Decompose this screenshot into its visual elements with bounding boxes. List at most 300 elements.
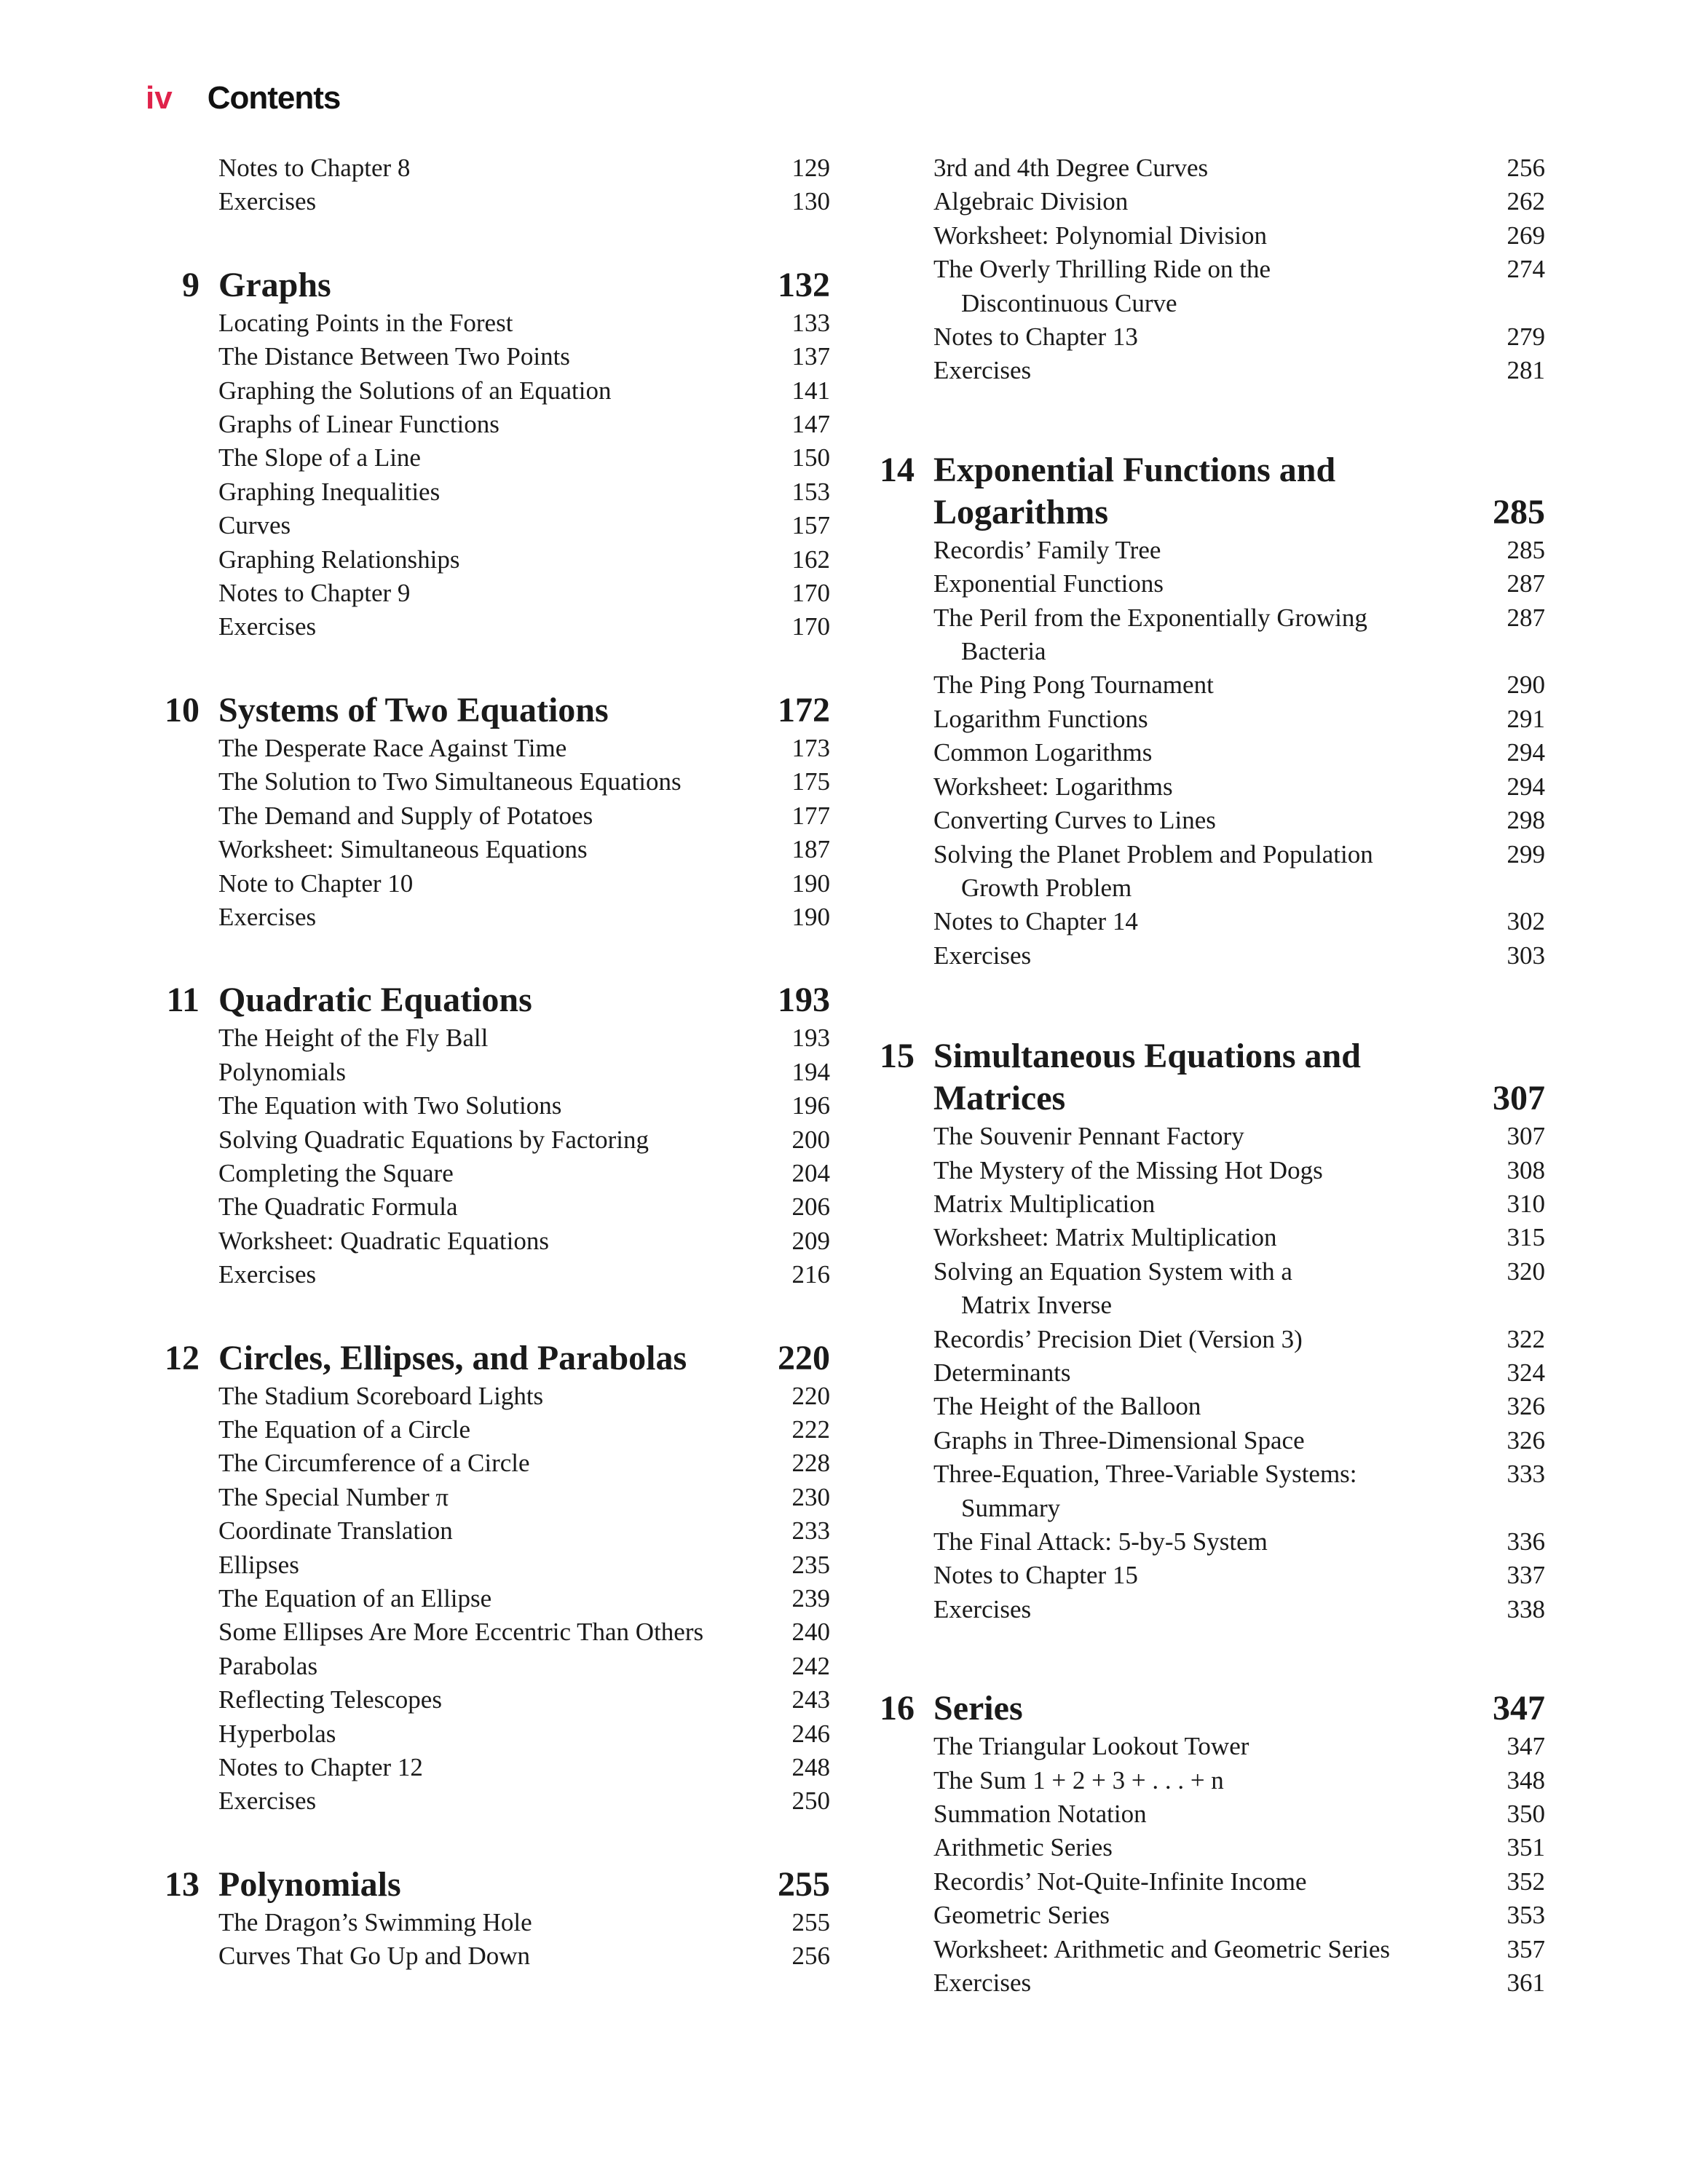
toc-entry[interactable] [861,1154,1545,1187]
toc-entry[interactable] [146,151,830,185]
toc-entry[interactable] [861,770,1545,804]
toc-entry-line: Summation Notation [933,1800,1147,1829]
toc-entry-line: Graphs in Three-Dimensional Space [933,1425,1305,1455]
toc-entry-page: 187 [791,835,830,864]
toc-entry-line: Graphs of Linear Functions [218,410,499,439]
toc-entry-page: 326 [1506,1392,1545,1421]
toc-entry-page: 352 [1506,1867,1545,1896]
toc-entry[interactable] [861,1457,1545,1525]
toc-entry-page: 194 [791,1057,830,1086]
toc-entry-page: 170 [791,579,830,608]
toc-entry-line: Locating Points in the Forest [218,308,513,337]
toc-entry-line: The Sum 1 + 2 + 3 + . . . + n [933,1765,1224,1795]
toc-entry[interactable] [861,534,1545,567]
toc-entry[interactable] [146,374,830,408]
toc-entry-line: Worksheet: Quadratic Equations [218,1226,549,1255]
chapter-heading[interactable] [146,1337,830,1380]
toc-entry-title [218,1683,728,1717]
toc-entry-page: 291 [1506,704,1545,733]
toc-entry[interactable] [861,1356,1545,1390]
toc-entry[interactable] [861,1899,1545,1932]
toc-entry[interactable] [146,1514,830,1548]
toc-entry[interactable] [861,1831,1545,1864]
toc-entry-line: Worksheet: Arithmetic and Geometric Series [933,1934,1390,1963]
chapter-heading[interactable] [146,264,830,306]
toc-entry-title [218,1717,728,1751]
toc-entry-title [218,509,728,542]
toc-entry-title [218,1650,728,1683]
chapter-block [146,689,830,934]
toc-entry[interactable] [146,732,830,765]
toc-entry[interactable] [861,1865,1545,1899]
toc-entry-line: The Height of the Fly Ball [218,1024,489,1053]
toc-entry[interactable] [861,1323,1545,1356]
toc-entry-page: 338 [1506,1594,1545,1623]
page-number: iv [146,80,173,116]
chapter-number: 12 [165,1338,200,1377]
toc-entry[interactable] [146,799,830,833]
toc-entry-page: 193 [791,1024,830,1053]
toc-entry-title [218,340,728,373]
toc-entry-line: Coordinate Translation [218,1516,453,1546]
toc-entry-line: The Overly Thrilling Ride on the [933,255,1271,284]
toc-entry-line: Completing the Square [218,1158,454,1187]
toc-entry-line: Worksheet: Simultaneous Equations [218,835,588,864]
toc-entry[interactable] [861,668,1545,702]
toc-entry-title [218,1190,728,1224]
toc-entry-title [933,1559,1443,1592]
toc-entry-line: Solving the Planet Problem and Population [933,839,1373,869]
toc-entry-title [218,833,728,866]
toc-entry-page: 287 [1506,569,1545,598]
toc-entry[interactable] [861,1730,1545,1763]
toc-entry-line: Ellipses [218,1550,299,1579]
chapter-heading-line [861,449,1545,491]
toc-entry-title [218,732,728,765]
toc-entry-page: 204 [791,1158,830,1187]
toc-entry-line: Bacteria [961,637,1046,666]
toc-entry-line: Recordis’ Not-Quite-Infinite Income [933,1867,1307,1896]
toc-entry-title [933,804,1443,837]
toc-entry-line: The Solution to Two Simultaneous Equations [218,767,682,796]
page-header [146,80,340,124]
toc-entry[interactable] [146,1650,830,1683]
toc-entry[interactable] [861,1966,1545,2000]
toc-entry-title [218,1548,728,1582]
toc-entry-page: 337 [1506,1561,1545,1590]
toc-entry-line: 3rd and 4th Degree Curves [933,154,1209,182]
toc-entry-line: The Special Number π [218,1482,449,1511]
toc-entry-title [933,601,1443,669]
toc-entry[interactable] [146,765,830,799]
toc-entry-page: 173 [791,733,830,762]
page-title: Contents [207,80,341,116]
toc-entry-title [933,1730,1443,1763]
toc-entry-title [218,1021,728,1055]
toc-entry[interactable] [146,543,830,577]
toc-entry-title [933,567,1443,601]
chapter-number: 11 [166,981,200,1020]
chapter-title: Graphs [218,265,331,304]
toc-entry-title [218,1123,728,1157]
toc-entry[interactable] [861,1593,1545,1626]
toc-entry-page: 315 [1506,1223,1545,1252]
toc-entry[interactable] [146,1413,830,1447]
toc-entry-line: Exercises [933,1594,1032,1623]
toc-entry[interactable] [146,1123,830,1157]
chapter-heading-line [861,1077,1545,1120]
toc-entry-page: 294 [1506,738,1545,767]
toc-entry-title [933,838,1443,906]
toc-entry[interactable] [861,736,1545,769]
toc-entry-title [933,1154,1443,1187]
toc-entry-title [933,1457,1443,1525]
toc-entry-page: 233 [791,1516,830,1546]
toc-entry-title [933,1966,1443,2000]
toc-entry-page: 361 [1506,1969,1545,1998]
toc-entry-page: 357 [1506,1934,1545,1963]
chapter-title: Series [933,1689,1023,1728]
toc-entry[interactable] [146,306,830,340]
toc-entry-page: 298 [1506,806,1545,835]
toc-entry-page: 175 [791,767,830,796]
toc-entry-line: The Final Attack: 5-by-5 System [933,1527,1268,1556]
chapter-block [861,449,1545,973]
toc-entry-title [218,1056,728,1089]
toc-entry[interactable] [146,408,830,441]
toc-entry-line: Recordis’ Precision Diet (Version 3) [933,1324,1303,1353]
toc-entry-page: 350 [1506,1800,1545,1829]
toc-entry-title [933,1525,1443,1559]
toc-entry[interactable] [861,1933,1545,1966]
chapter-block [146,264,830,644]
toc-entry[interactable] [861,1559,1545,1592]
toc-entry-line: The Height of the Balloon [933,1392,1201,1421]
toc-entry-title [933,1865,1443,1899]
toc-entry-page: 326 [1506,1425,1545,1455]
toc-entry-page: 347 [1506,1732,1545,1761]
toc-entry-page: 351 [1506,1833,1545,1862]
chapter-number: 15 [880,1037,915,1076]
toc-entry-page: 228 [791,1449,830,1478]
toc-right-column [861,151,1545,2000]
toc-entry-line: Exercises [933,356,1032,385]
toc-entry-line: Exercises [933,941,1032,970]
chapter-number: 16 [880,1689,915,1728]
toc-entry[interactable] [146,1157,830,1190]
toc-entry[interactable] [146,1481,830,1514]
chapter-heading[interactable] [861,449,1545,534]
toc-entry[interactable] [146,1683,830,1717]
chapter-block [861,1688,1545,2000]
toc-entry-title [933,219,1443,253]
toc-entry-title [218,1582,728,1615]
toc-entry-page: 294 [1506,772,1545,801]
chapter-title: Simultaneous Equations and [933,1037,1361,1076]
toc-entry-line: The Equation of an Ellipse [218,1584,492,1613]
chapter-title: Matrices [933,1079,1066,1118]
toc-entry-title [933,1764,1443,1797]
toc-entry[interactable] [861,185,1545,218]
toc-entry-line: The Equation of a Circle [218,1415,470,1444]
toc-entry-title [218,1089,728,1123]
toc-entry[interactable] [146,1190,830,1224]
toc-entry-title [933,1187,1443,1221]
toc-entry[interactable] [146,1089,830,1123]
toc-entry-title [933,939,1443,973]
chapter-heading[interactable] [861,1035,1545,1120]
toc-entry-page: 255 [791,1907,830,1936]
toc-entry-line: Reflecting Telescopes [218,1685,442,1714]
toc-entry-page: 250 [791,1787,830,1816]
toc-entry-page: 206 [791,1192,830,1222]
toc-entry-line: The Stadium Scoreboard Lights [218,1381,544,1410]
chapter-number: 9 [182,265,200,304]
chapter-block [861,1035,1545,1626]
toc-entry-title [218,1413,728,1447]
toc-entry-line: Notes to Chapter 8 [218,154,411,182]
toc-entry-line: The Circumference of a Circle [218,1449,530,1478]
toc-entry[interactable] [861,1525,1545,1559]
toc-entry[interactable] [146,1056,830,1089]
chapter-heading[interactable] [146,979,830,1021]
toc-entry-title [933,703,1443,736]
toc-left-column [146,151,830,1974]
toc-entry-line: Notes to Chapter 12 [218,1753,423,1782]
toc-entry[interactable] [146,867,830,901]
toc-entry-title [933,905,1443,938]
toc-entry[interactable] [861,804,1545,837]
chapter-block [146,1864,830,1974]
toc-entry-title [218,151,728,185]
toc-entry-title [933,1593,1443,1626]
toc-entry-page: 196 [791,1091,830,1120]
toc-entry[interactable] [146,901,830,934]
toc-entry-title [933,320,1443,354]
toc-entry-title [218,765,728,799]
toc-entry[interactable] [861,354,1545,387]
toc-entry-page: 279 [1506,323,1545,352]
toc-entry-page: 348 [1506,1765,1545,1795]
toc-entry-title [218,610,728,644]
toc-entry-line: Exercises [218,902,317,931]
toc-entry-line: Growth Problem [961,873,1132,902]
toc-entry-title [933,736,1443,769]
chapter-page: 307 [1493,1079,1545,1118]
toc-entry-title [933,1221,1443,1254]
toc-entry-line: Parabolas [218,1651,318,1680]
toc-entry[interactable] [861,219,1545,253]
toc-entry[interactable] [861,1255,1545,1323]
toc-entry-title [218,901,728,934]
toc-entry-line: The Triangular Lookout Tower [933,1732,1249,1761]
toc-entry-title [218,1514,728,1548]
toc-entry-line: Common Logarithms [933,738,1153,767]
toc-entry[interactable] [861,1797,1545,1831]
toc-entry[interactable] [146,1380,830,1413]
toc-entry[interactable] [861,1221,1545,1254]
toc-entry-line: Exercises [218,187,317,216]
toc-entry-line: The Desperate Race Against Time [218,733,567,762]
toc-entry-title [933,770,1443,804]
toc-entry[interactable] [861,1764,1545,1797]
toc-entry-line: Exercises [218,612,317,641]
toc-entry-page: 285 [1506,535,1545,564]
toc-entry-page: 336 [1506,1527,1545,1556]
toc-entry-line: Some Ellipses Are More Eccentric Than Others [218,1618,704,1647]
toc-entry-title [218,799,728,833]
toc-entry[interactable] [146,340,830,373]
toc-entry-page: 320 [1506,1257,1545,1286]
toc-entry-page: 269 [1506,221,1545,250]
toc-entry[interactable] [146,1548,830,1582]
toc-entry[interactable] [861,567,1545,601]
toc-entry-page: 230 [791,1482,830,1511]
toc-entry[interactable] [861,320,1545,354]
toc-entry[interactable] [861,253,1545,320]
toc-entry-line: Exercises [218,1260,317,1289]
chapter-heading[interactable] [146,1864,830,1906]
toc-entry-page: 248 [791,1753,830,1782]
toc-entry[interactable] [146,475,830,509]
toc-entry[interactable] [861,838,1545,906]
toc-entry-page: 190 [791,869,830,898]
toc-entry[interactable] [861,601,1545,669]
toc-entry-title [218,185,728,218]
toc-entry-line: Worksheet: Matrix Multiplication [933,1223,1277,1252]
chapter-page: 347 [1493,1689,1545,1728]
chapter-heading[interactable] [861,1688,1545,1730]
toc-entry-title [218,1906,728,1939]
toc-entry-title [933,1899,1443,1932]
toc-entry[interactable] [861,1187,1545,1221]
toc-entry-page: 129 [791,154,830,182]
toc-entry[interactable] [861,905,1545,938]
toc-entry[interactable] [146,185,830,218]
toc-entry-line: Arithmetic Series [933,1833,1113,1862]
toc-entry[interactable] [861,1390,1545,1423]
toc-entry-page: 333 [1506,1460,1545,1489]
toc-entry[interactable] [146,1717,830,1751]
toc-entry-title [218,867,728,901]
toc-entry[interactable] [146,1751,830,1784]
toc-entry[interactable] [861,703,1545,736]
toc-entry-line: Curves That Go Up and Down [218,1942,531,1971]
toc-entry-page: 222 [791,1415,830,1444]
toc-entry-title [218,1751,728,1784]
toc-entry[interactable] [146,610,830,644]
toc-entry[interactable] [146,577,830,610]
chapter-title: Exponential Functions and [933,450,1336,489]
toc-entry[interactable] [146,1021,830,1055]
toc-entry-title [218,1380,728,1413]
toc-entry-line: Graphing Inequalities [218,477,441,506]
toc-entry[interactable] [146,1447,830,1480]
toc-entry[interactable] [146,1615,830,1649]
toc-entry[interactable] [146,1224,830,1258]
toc-entry-page: 141 [791,376,830,405]
toc-entry[interactable] [146,833,830,866]
toc-entry[interactable] [146,441,830,475]
chapter-page: 285 [1493,492,1545,531]
chapter-heading-line [861,1035,1545,1077]
toc-entry-line: The Distance Between Two Points [218,342,570,371]
toc-entry-title [218,1481,728,1514]
toc-entry-page: 310 [1506,1189,1545,1218]
toc-entry-line: Exercises [218,1787,317,1816]
toc-entry-title [933,1933,1443,1966]
toc-entry-title [933,253,1443,320]
chapter-number: 13 [165,1864,200,1904]
toc-entry-title [933,1424,1443,1457]
toc-entry-line: The Mystery of the Missing Hot Dogs [933,1155,1323,1184]
toc-entry-page: 130 [791,187,830,216]
toc-entry[interactable] [146,1784,830,1818]
chapter-block [146,1337,830,1819]
toc-entry-page: 220 [791,1381,830,1410]
toc-entry-page: 256 [791,1942,830,1971]
toc-entry-page: 153 [791,477,830,506]
toc-entry-line: Hyperbolas [218,1719,336,1748]
toc-entry-page: 239 [791,1584,830,1613]
toc-entry-title [933,1120,1443,1153]
toc-entry-page: 287 [1506,603,1545,632]
toc-entry[interactable] [146,1906,830,1939]
toc-entry-line: Polynomials [218,1057,347,1086]
toc-entry-page: 240 [791,1618,830,1647]
toc-entry-title [218,1258,728,1291]
chapter-title: Quadratic Equations [218,981,532,1020]
toc-entry-title [218,1784,728,1818]
toc-entry[interactable] [861,151,1545,185]
toc-entry[interactable] [861,1120,1545,1153]
toc-entry-line: Recordis’ Family Tree [933,535,1161,564]
toc-entry-page: 262 [1506,187,1545,216]
toc-entry-page: 290 [1506,670,1545,700]
chapter-heading[interactable] [146,689,830,732]
chapter-page: 172 [778,690,830,729]
toc-entry-page: 353 [1506,1901,1545,1930]
toc-entry-page: 235 [791,1550,830,1579]
toc-entry-page: 150 [791,443,830,472]
toc-entry-page: 133 [791,308,830,337]
toc-entry-page: 246 [791,1719,830,1748]
toc-entry-title [933,1323,1443,1356]
toc-entry-page: 243 [791,1685,830,1714]
toc-entry-line: Curves [218,511,291,540]
toc-entry-line: Notes to Chapter 15 [933,1561,1138,1590]
toc-entry-page: 256 [1506,154,1545,182]
chapter-page: 255 [778,1864,830,1904]
toc-entry-line: Solving Quadratic Equations by Factoring [218,1125,649,1154]
toc-entry[interactable] [146,1582,830,1615]
toc-entry[interactable] [861,1424,1545,1457]
toc-entry-line: Discontinuous Curve [961,288,1177,317]
toc-entry-title [218,1615,728,1649]
toc-entry-title [933,1797,1443,1831]
toc-entry-page: 242 [791,1651,830,1680]
toc-entry-title [933,1390,1443,1423]
toc-entry[interactable] [146,1258,830,1291]
toc-entry-page: 177 [791,801,830,830]
toc-entry[interactable] [146,1939,830,1973]
chapter-page: 220 [778,1338,830,1377]
chapter-page: 193 [778,981,830,1020]
toc-entry[interactable] [146,509,830,542]
toc-entry[interactable] [861,939,1545,973]
chapter-title: Systems of Two Equations [218,690,609,729]
chapter-page: 132 [778,265,830,304]
